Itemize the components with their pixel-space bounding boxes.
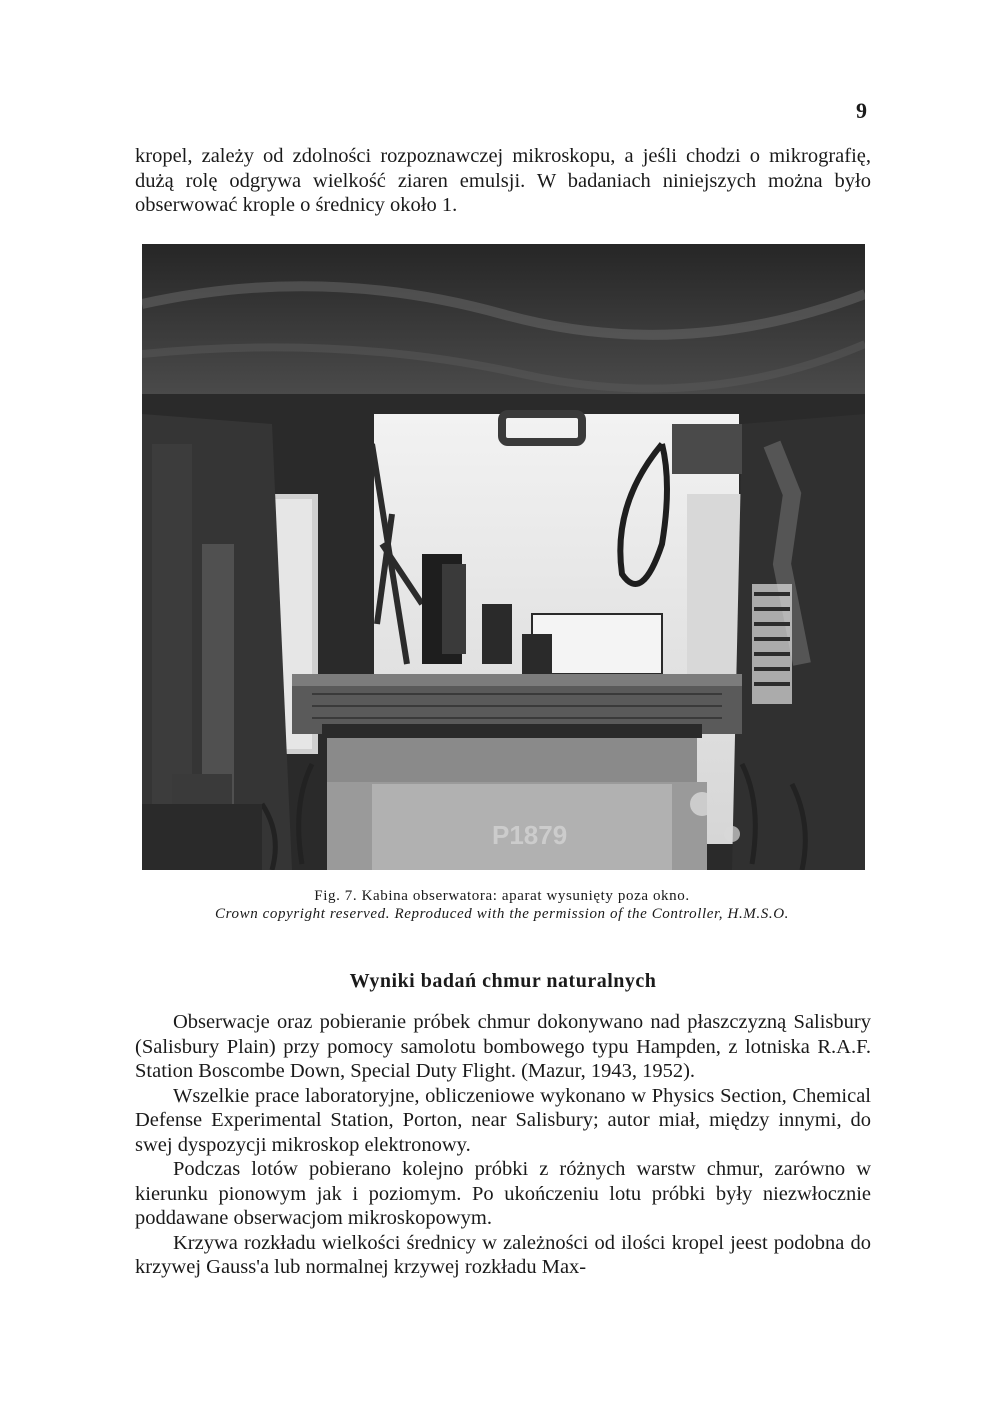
observer-cabin-photo [142, 244, 865, 870]
page-number: 9 [856, 98, 867, 123]
body-text [135, 1010, 871, 1280]
photo-marking-text: P1879 [492, 820, 568, 850]
figure-credit: Crown copyright reserved. Reproduced with the permission of the Controller, H.M.S.O. [215, 906, 789, 922]
intro-paragraph-block [135, 144, 871, 218]
paragraph: Wszelkie prace laboratoryjne, obliczeniowe wykonano w Physics Section, Chemical Defense Experimental Station, Porton, near Salisbury; autor miał, między innymi, do swej dyspozycji mikroskop elektronowy. [135, 1084, 871, 1156]
paragraph: Obserwacje oraz pobieranie próbek chmur dokonywano nad płaszczyzną Salisbury (Salisbury Plain) przy pomocy samolotu bombowego typu Hampden, z lotniska R.A.F. Station Boscombe Down, Special Duty Flight. (Mazur, 1943, 1952). [135, 1011, 871, 1082]
intro-paragraph: kropel, zależy od zdolności rozpoznawczej mikroskopu, a jeśli chodzi o mikrografię, dużą rolę odgrywa wielkość ziaren emulsji. W badaniach niniejszych można było obserwować krople o średnicy około 1. [135, 145, 871, 216]
paragraph: Podczas lotów pobierano kolejno próbki z różnych warstw chmur, zarówno w kierunku pionowym jak i poziomym. Po ukończeniu lotu próbki były niezwłocznie poddawane obserwacjom mikroskopowym. [135, 1158, 871, 1229]
paragraph: Krzywa rozkładu wielkości średnicy w zależności od ilości kropel jeest podobna do krzywej Gauss'a lub normalnej krzywej rozkładu Max- [135, 1231, 871, 1278]
figure-caption: Fig. 7. Kabina obserwatora: aparat wysunięty poza okno. [314, 888, 690, 904]
section-heading: Wyniki badań chmur naturalnych [349, 970, 657, 992]
